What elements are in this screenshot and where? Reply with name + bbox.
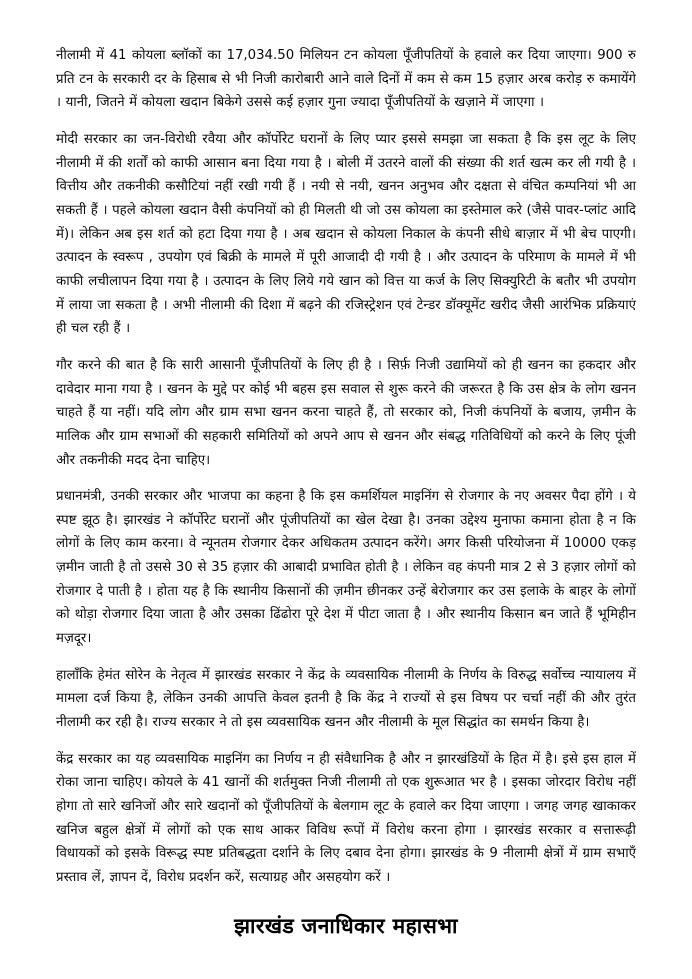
document-body — [56, 44, 636, 890]
paragraph: केंद्र सरकार का यह व्यवसायिक माइनिंग का निर्णय न ही संवैधानिक है और न झारखंडियों के हित में है। इसे इस हाल में रोका जाना चाहिए। कोयले के 41 खानों की शर्तमुक्त निजी नीलामी तो एक शुरूआत भर है । इसका जोरदार विरोध नहीं होगा तो सारे खनिजों और सारे खदानों को पूँजीपतियों के बेलगाम लूट के हवाले कर दिया जाएगा । जगह जगह खाकाकर खनिज बहुल क्षेत्रों में लोगों को एक साथ आकर विविध रूपों में विरोध करना होगा । झारखंड सरकार व सत्तारूढ़ी विधायकों को इसके विरूद्ध स्पष्ट प्रतिबद्धता दर्शाने के लिए दबाव देना होगा। झारखंड के 9 नीलामी क्षेत्रों में ग्राम सभाएँ प्रस्ताव लें, ज्ञापन दें, विरोध प्रदर्शन करें, सत्याग्रह और असहयोग करें । — [56, 751, 636, 885]
paragraph: प्रधानमंत्री, उनकी सरकार और भाजपा का कहना है कि इस कमर्शियल माइनिंग से रोजगार के नए अवसर पैदा होंगे । ये स्पष्ट झूठ है। झारखंड ने कॉर्पोरेट घरानों और पूंजीपतियों का खेल देखा है। उनका उद्देश्य मुनाफा कमाना होता है न कि लोगों के लिए काम करना। वे न्यूनतम रोजगार देकर अधिकतम उत्पादन करेंगे। अगर किसी परियोजना में 10000 एकड़ ज़मीन जाती है तो उससे 30 से 35 हज़ार की आबादी प्रभावित होती है । लेकिन वह कंपनी मात्र 2 से 3 हज़ार लोगों को रोजगार दे पाती है । होता यह है कि स्थानीय किसानों की ज़मीन छीनकर उन्हें बेरोजगार कर उस इलाके के बाहर के लोगों को थोड़ा रोजगार दिया जाता है और उसका ढिंढोरा पूरे देश में पीटा जाता है । और स्थानीय किसान बन जाते हैं भूमिहीन मज़दूर। — [56, 489, 636, 647]
paragraph: मोदी सरकार का जन-विरोधी रवैया और कॉर्पोरेट घरानों के लिए प्यार इससे समझा जा सकता है कि इस लूट के लिए नीलामी में की शर्तों को काफी आसान बना दिया गया है । बोली में उतरने वालों की संख्या की शर्त खत्म कर ली गयी है । वित्तीय और तकनीकी कसौटियां नहीं रखी गयी हैं । नयी से नयी, खनन अनुभव और दक्षता से वंचित कम्पनियां भी आ सकती हैं । पहले कोयला खदान वैसी कंपनियों को ही मिलती थी जो उस कोयला का इस्तेमाल करे (जैसे पावर-प्लांट आदि में)। लेकिन अब इस शर्त को हटा दिया गया है । अब खदान से कोयला निकाल के कंपनी सीधे बाज़ार में भी बेच पाएगी। उत्पादन के स्वरूप , उपयोग एवं बिक्री के मामले में पूरी आजादी दी गयी है । और उत्पादन के परिमाण के मामले में भी काफी लचीलापन दिया गया है । उत्पादन के लिए लिये गये खान को वित्त या कर्ज के लिए सिक्युरिटी के बतौर भी उपयोग में लाया जा सकता है । अभी नीलामी की दिशा में बढ़ने की रजिस्ट्रेशन एवं टेन्डर डॉक्यूमेंट खरीद जैसी आरंभिक प्रक्रियाएं ही चल रही हैं । — [56, 131, 637, 337]
paragraph: गौर करने की बात है कि सारी आसानी पूँजीपतियों के लिए ही है । सिर्फ़ निजी उद्यामियों को ही खनन का हकदार और दावेदार माना गया है । खनन के मुद्दे पर कोई भी बहस इस सवाल से शुरू करने की जरूरत है कि उस क्षेत्र के लोग खनन चाहते हैं या नहीं। यदि लोग और ग्राम सभा खनन करना चाहते हैं, तो सरकार को, निजी कंपनियों के बजाय, ज़मीन के मालिक और ग्राम सभाओं की सहकारी समितियों को अपने आप से खनन और संबद्ध गतिविधियों को करने के लिए पूंजी और तकनीकी मदद देना चाहिए। — [56, 357, 636, 468]
document-signature: झारखंड जनाधिकार महासभा — [234, 913, 458, 938]
paragraph: नीलामी में 41 कोयला ब्लॉकों का 17,034.50 मिलियन टन कोयला पूँजीपतियों के हवाले कर दिया जाएगा। 900 रु प्रति टन के सरकारी दर के हिसाब से भी निजी कारोबारी आने वाले दिनों में कम से कम 15 हज़ार अरब करोड़ रु कमायेंगे । यानी, जितने में कोयला खदान बिकेगे उससे कई हज़ार गुना ज्यादा पूँजीपतियों के खज़ाने में जाएगा । — [56, 48, 636, 111]
paragraph: हालाँकि हेमंत सोरेन के नेतृत्व में झारखंड सरकार ने केंद्र के व्यवसायिक नीलामी के निर्णय के विरुद्ध सर्वोच्च न्यायालय में मामला दर्ज किया है, लेकिन उनकी आपत्ति केवल इतनी है कि केंद्र ने राज्यों से इस विषय पर चर्चा नहीं की और तुरंत नीलामी कर रही है। राज्य सरकार ने तो इस व्यवसायिक खनन और नीलामी के मूल सिद्धांत का समर्थन किया है। — [56, 667, 636, 731]
